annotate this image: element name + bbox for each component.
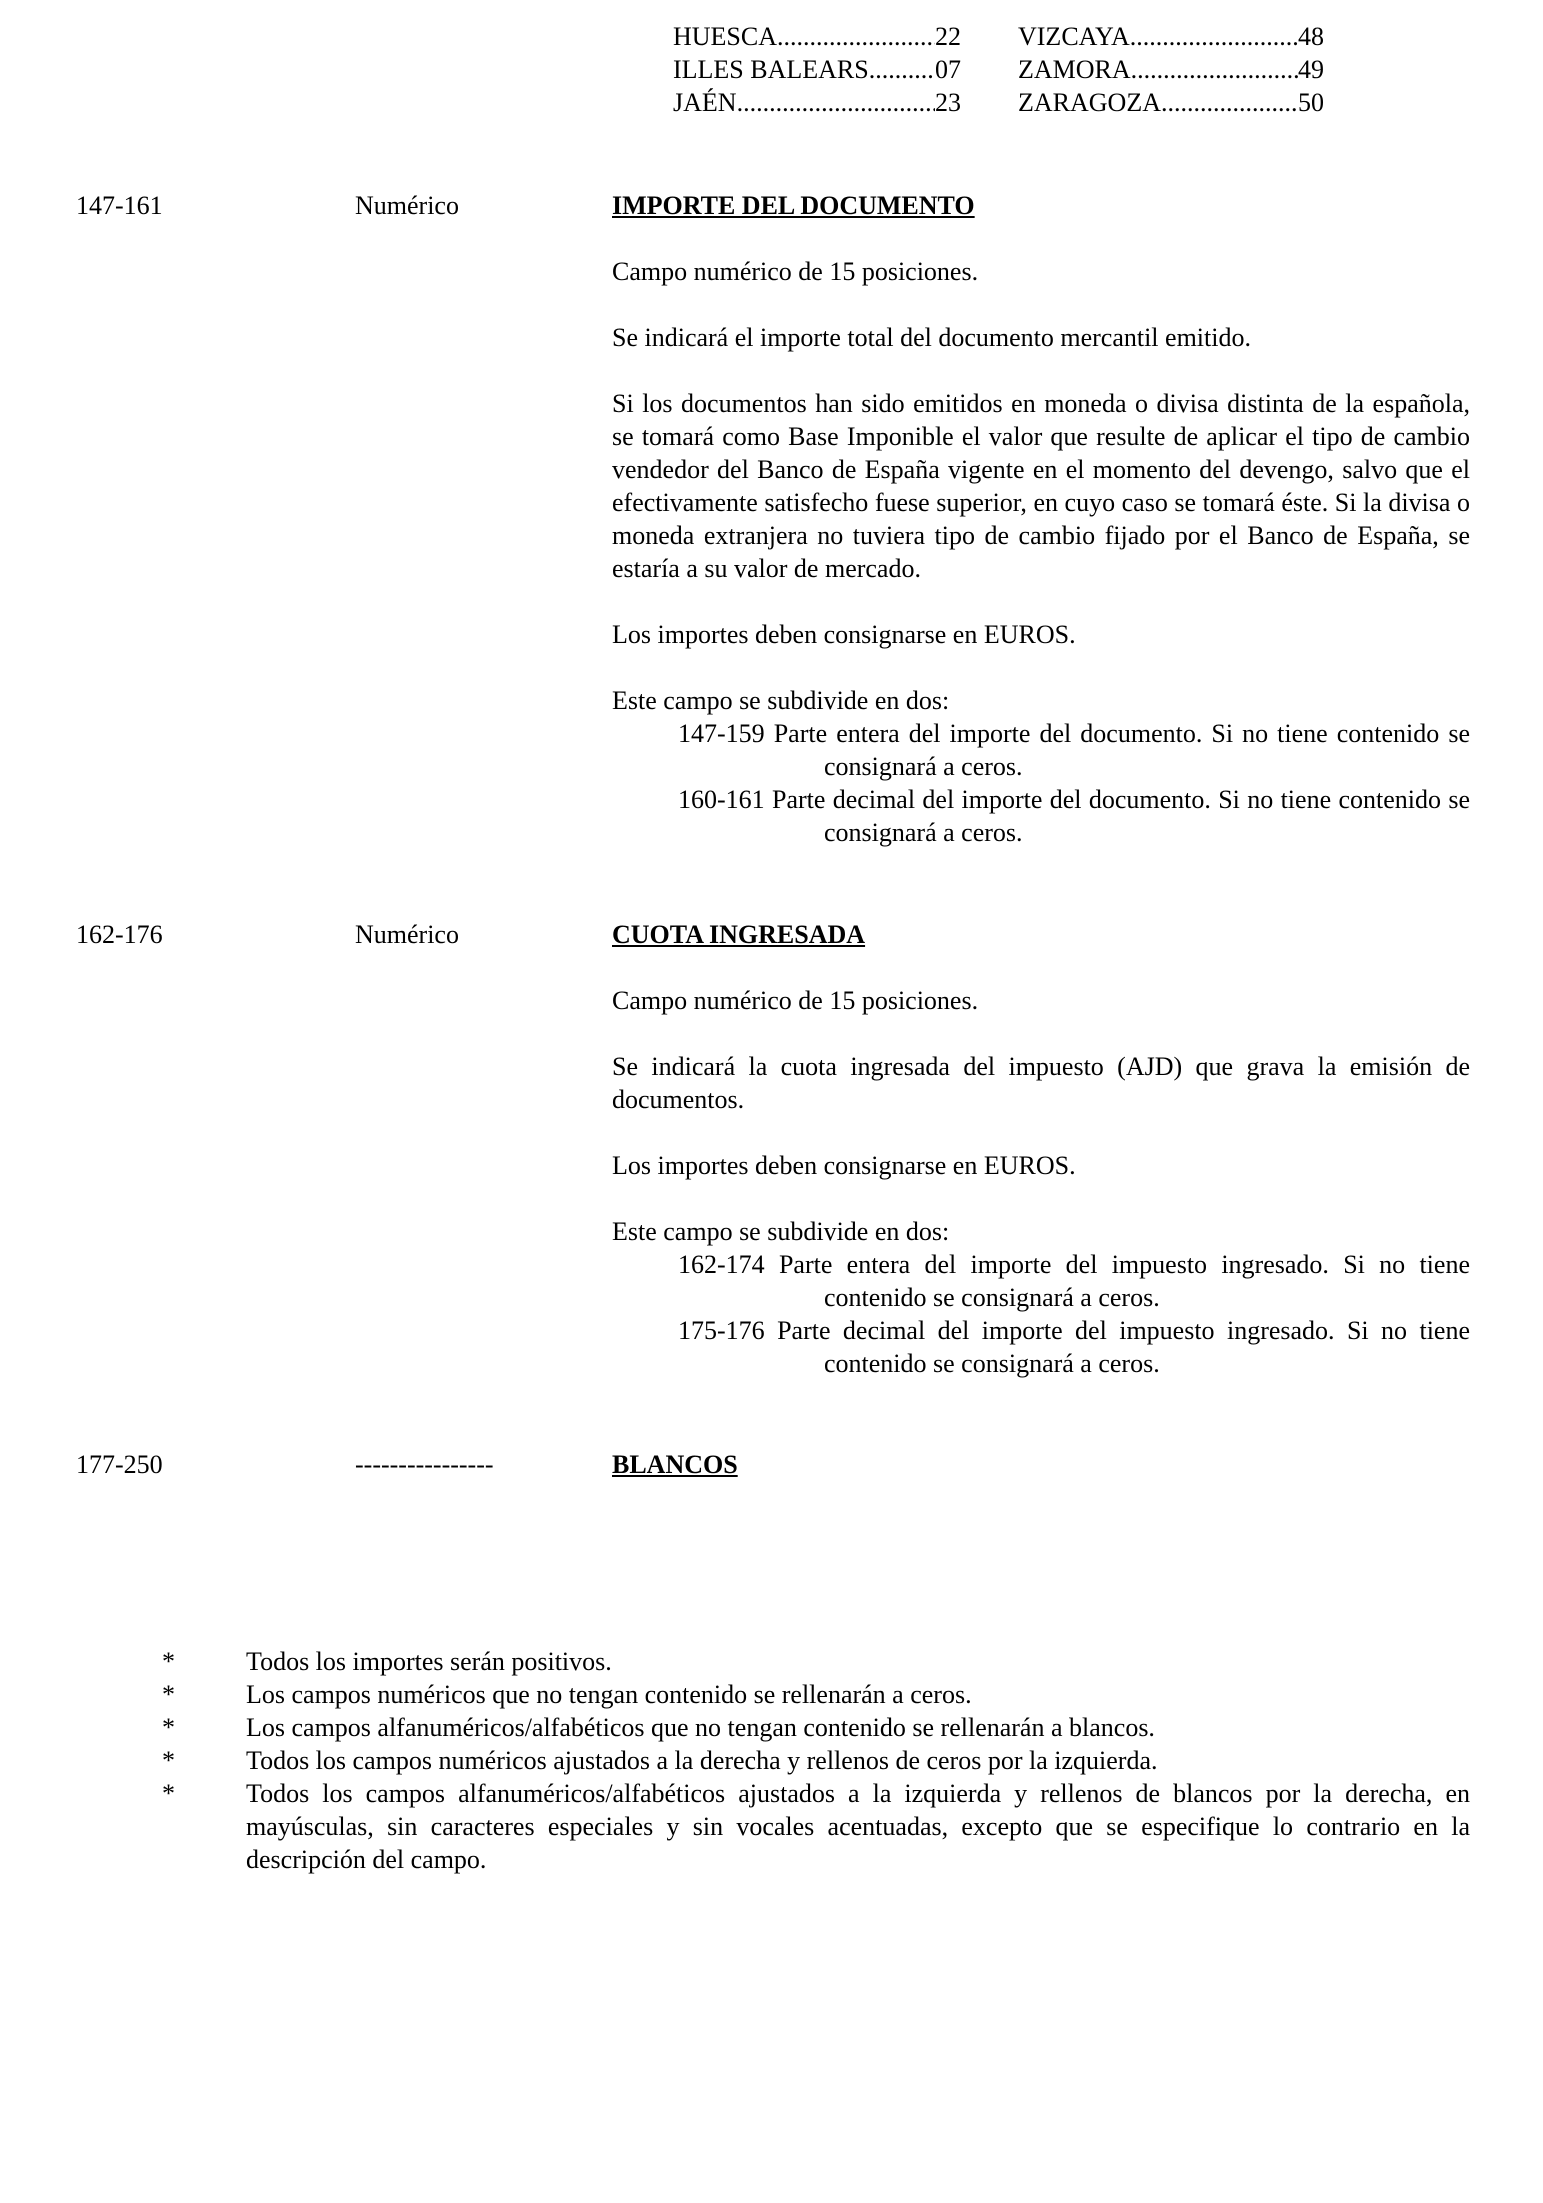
field-title-cuota: CUOTA INGRESADA (612, 920, 866, 949)
leader-dots (1131, 53, 1298, 86)
province-name: HUESCA (673, 22, 778, 51)
subdivision-list (612, 1248, 1470, 1380)
paragraph: Campo numérico de 15 posiciones. (612, 986, 979, 1015)
province-entry (673, 53, 961, 86)
paragraph: Se indicará el importe total del documento mercantil emitido. (612, 323, 1251, 352)
note-item (0, 1645, 1543, 1678)
province-code: 49 (1298, 55, 1324, 84)
leader-dots (1161, 86, 1298, 119)
field-title-blancos: BLANCOS (612, 1450, 738, 1479)
note-text: Todos los campos alfanuméricos/alfabéticos ajustados a la izquierda y rellenos de blancos por la derecha, en mayúsculas, sin caracteres especiales y sin vocales acentuadas, excepto que se especifique lo contrario en la descripción del campo. (246, 1779, 1470, 1874)
province-entry (1018, 86, 1324, 119)
field-description-importe (612, 189, 1470, 849)
subdivision-item: 175-176 Parte decimal del importe del impuesto ingresado. Si no tiene contenido se consignará a ceros. (678, 1316, 1470, 1378)
paragraph: Se indicará la cuota ingresada del impuesto (AJD) que grava la emisión de documentos. (612, 1052, 1470, 1114)
subdivision-item: 160-161 Parte decimal del importe del documento. Si no tiene contenido se consignará a ceros. (678, 785, 1470, 847)
note-text: Los campos numéricos que no tengan contenido se rellenarán a ceros. (246, 1680, 972, 1709)
subdivision-item: 147-159 Parte entera del importe del documento. Si no tiene contenido se consignará a ceros. (678, 719, 1470, 781)
field-type-importe: Numérico (355, 191, 459, 220)
note-item (0, 1678, 1543, 1711)
paragraph: Campo numérico de 15 posiciones. (612, 257, 979, 286)
province-entry (1018, 20, 1324, 53)
province-list-column-1 (673, 20, 961, 119)
bullet-asterisk: * (162, 1746, 175, 1775)
province-entry (673, 20, 961, 53)
note-item (0, 1711, 1543, 1744)
province-entry (1018, 53, 1324, 86)
province-name: ILLES BALEARS (673, 55, 869, 84)
province-code: 22 (935, 22, 961, 51)
field-description-blancos (612, 1448, 1470, 1481)
province-name: JAÉN (673, 88, 737, 117)
field-title-importe: IMPORTE DEL DOCUMENTO (612, 191, 975, 220)
province-entry (673, 86, 961, 119)
leader-dots (1130, 20, 1298, 53)
field-description-cuota (612, 918, 1470, 1380)
bullet-asterisk: * (162, 1713, 175, 1742)
bullet-asterisk: * (162, 1647, 175, 1676)
province-name: ZARAGOZA (1018, 88, 1161, 117)
general-notes (0, 1645, 1543, 1876)
field-type-blancos: ---------------- (355, 1450, 494, 1479)
paragraph: Este campo se subdivide en dos: (612, 686, 950, 715)
paragraph: Los importes deben consignarse en EUROS. (612, 620, 1076, 649)
field-position-blancos: 177-250 (76, 1450, 163, 1479)
note-item (0, 1777, 1543, 1876)
province-code: 50 (1298, 88, 1324, 117)
bullet-asterisk: * (162, 1680, 175, 1709)
paragraph: Si los documentos han sido emitidos en moneda o divisa distinta de la española, se tomará como Base Imponible el valor que resulte de aplicar el tipo de cambio vendedor del Banco de España vigente en el momento del devengo, salvo que el efectivamente satisfecho fuese superior, en cuyo caso se tomará éste. Si la divisa o moneda extranjera no tuviera tipo de cambio fijado por el Banco de España, se estaría a su valor de mercado. (612, 389, 1470, 583)
paragraph: Este campo se subdivide en dos: (612, 1217, 950, 1246)
province-name: VIZCAYA (1018, 22, 1130, 51)
leader-dots (869, 53, 935, 86)
subdivision-item: 162-174 Parte entera del importe del impuesto ingresado. Si no tiene contenido se consignará a ceros. (678, 1250, 1470, 1312)
province-name: ZAMORA (1018, 55, 1131, 84)
note-text: Todos los importes serán positivos. (246, 1647, 612, 1676)
province-code: 07 (935, 55, 961, 84)
field-position-importe: 147-161 (76, 191, 163, 220)
field-position-cuota: 162-176 (76, 920, 163, 949)
field-type-cuota: Numérico (355, 920, 459, 949)
paragraph: Los importes deben consignarse en EUROS. (612, 1151, 1076, 1180)
leader-dots (737, 86, 935, 119)
province-code: 48 (1298, 22, 1324, 51)
note-text: Todos los campos numéricos ajustados a la derecha y rellenos de ceros por la izquierda. (246, 1746, 1158, 1775)
leader-dots (777, 20, 935, 53)
bullet-asterisk: * (162, 1779, 175, 1808)
subdivision-list (612, 717, 1470, 849)
note-item (0, 1744, 1543, 1777)
province-code: 23 (935, 88, 961, 117)
note-text: Los campos alfanuméricos/alfabéticos que no tengan contenido se rellenarán a blancos. (246, 1713, 1155, 1742)
province-list-column-2 (1018, 20, 1324, 119)
